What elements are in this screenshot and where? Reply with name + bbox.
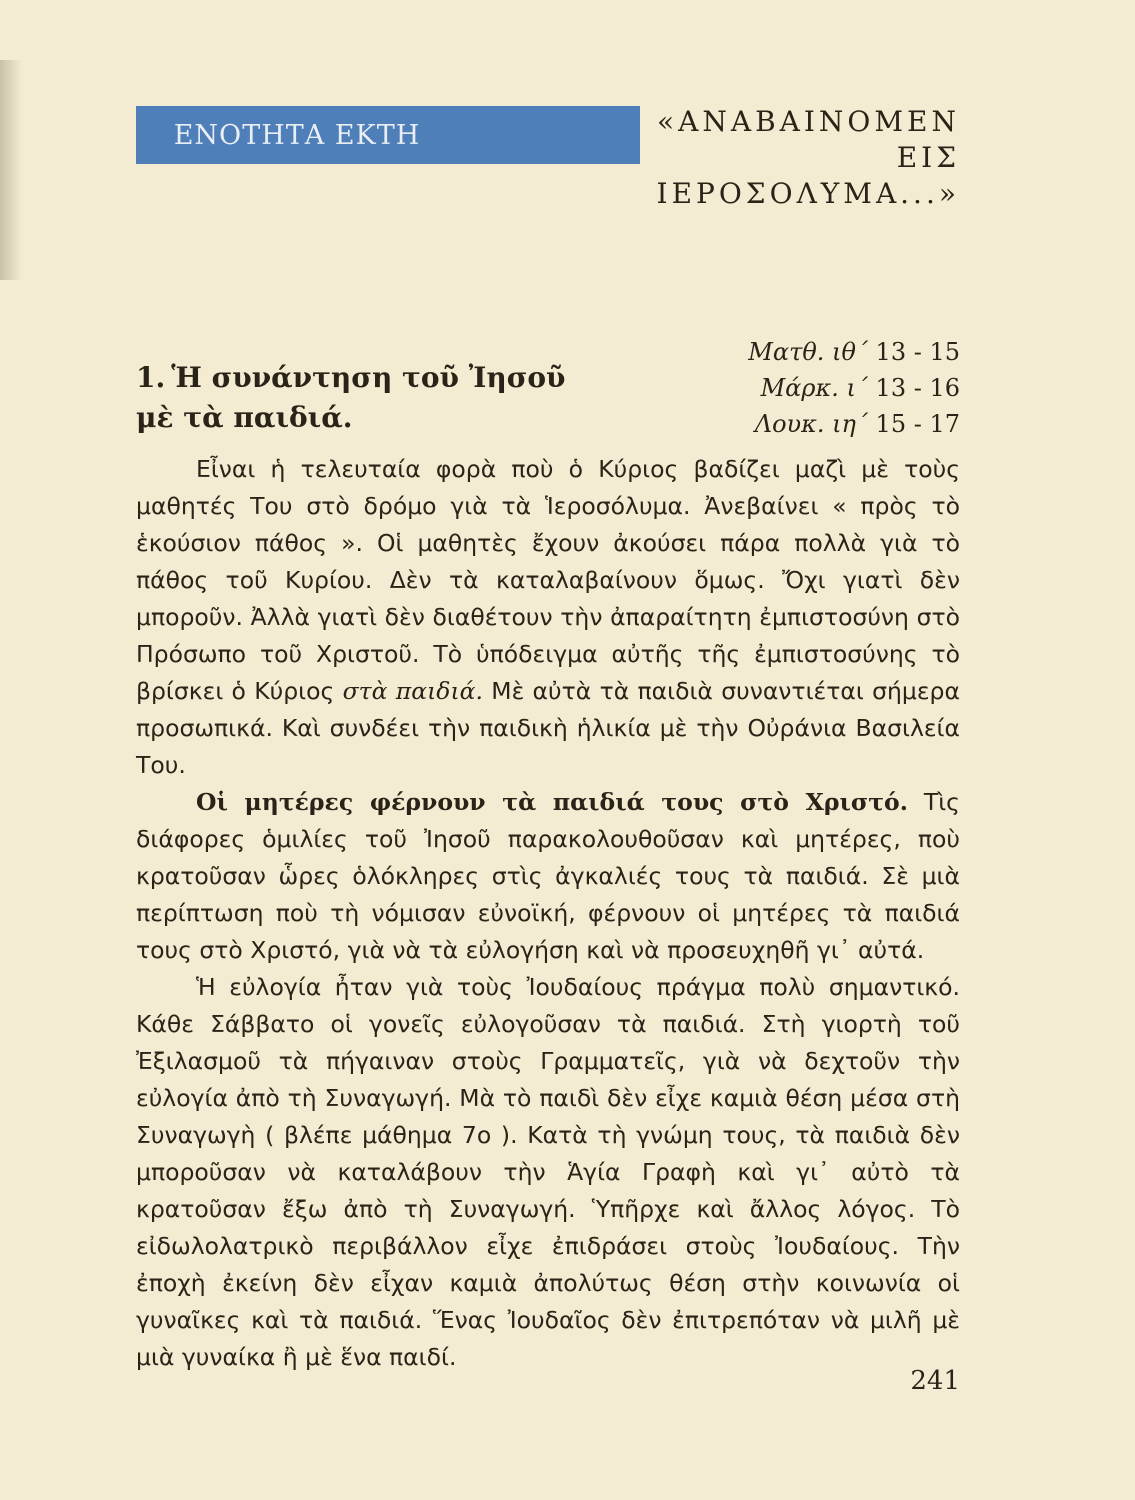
bold-lead-text: Οἱ μητέρες φέρνουν τὰ παιδιά τους στὸ Χριστό. bbox=[196, 788, 908, 816]
lesson-title-line: Ἡ συνάντηση τοῦ Ἰησοῦ bbox=[171, 361, 566, 394]
paragraph-text: Εἶναι ἡ τελευταία φορὰ ποὺ ὁ Κύριος βαδίζει μαζὶ μὲ τοὺς μαθητές Του στὸ δρόμο γιὰ τὰ Ἱεροσόλυμα. Ἀνεβαίνει « πρὸς τὸ ἑκούσιον πάθος ». Οἱ μαθητὲς ἔχουν ἀκούσει πάρα πολλὰ γιὰ τὸ πάθος τοῦ Κυρίου. Δὲν τὰ καταλαβαίνουν ὅμως. Ὄχι γιατὶ δὲν μποροῦν. Ἀλλὰ γιατὶ δὲν διαθέτουν τὴν ἀπαραίτητη ἐμπιστοσύνη στὸ Πρόσωπο τοῦ Χριστοῦ. Τὸ ὑπόδειγμα αὐτῆς τῆς ἐμπιστοσύνης τὸ βρίσκει ὁ Κύριος bbox=[136, 455, 960, 705]
reference-matthew bbox=[640, 334, 960, 370]
unit-title-line: «ΑΝΑΒΑΙΝΟΜΕΝ bbox=[657, 105, 960, 138]
page-number: 241 bbox=[910, 1366, 960, 1396]
lesson-number: 1. bbox=[136, 361, 166, 394]
reference-book: Λουκ. ιη΄ bbox=[754, 410, 868, 438]
reference-verses: 13 - 15 bbox=[875, 338, 960, 366]
unit-title-line: ΕΙΣ bbox=[896, 141, 960, 174]
paragraph bbox=[136, 969, 960, 1376]
reference-mark bbox=[640, 370, 960, 406]
reference-book: Ματθ. ιθ΄ bbox=[748, 338, 868, 366]
reference-luke bbox=[640, 406, 960, 442]
unit-label: ΕΝΟΤΗΤΑ ΕΚΤΗ bbox=[173, 119, 421, 151]
paragraph bbox=[136, 784, 960, 969]
lesson-body bbox=[136, 451, 960, 1376]
lesson-title-line: μὲ τὰ παιδιά. bbox=[136, 401, 353, 434]
lesson-title bbox=[136, 358, 596, 438]
emphasis-text: στὰ παιδιά. bbox=[342, 677, 483, 705]
paragraph bbox=[136, 451, 960, 784]
reference-verses: 15 - 17 bbox=[875, 410, 960, 438]
page-edge-shadow bbox=[0, 60, 22, 280]
reference-verses: 13 - 16 bbox=[875, 374, 960, 402]
unit-title-line: ΙΕΡΟΣΟΛΥΜΑ...» bbox=[656, 177, 960, 210]
reference-book: Μάρκ. ι΄ bbox=[760, 374, 868, 402]
paragraph-text: Μὲ αὐτὰ τὰ παιδιὰ συναντιέται σήμερα προσωπικά. Καὶ συνδέει τὴν παιδικὴ ἡλικία μὲ τὴν Οὐράνια Βασιλεία Του. bbox=[136, 677, 960, 779]
paragraph-text: Ἡ εὐλογία ἦταν γιὰ τοὺς Ἰουδαίους πράγμα πολὺ σημαντικό. Κάθε Σάββατο οἱ γονεῖς εὐλογοῦσαν τὰ παιδιά. Στὴ γιορτὴ τοῦ Ἐξιλασμοῦ τὰ πήγαιναν στοὺς Γραμματεῖς, γιὰ νὰ δεχτοῦν τὴν εὐλογία ἀπὸ τὴ Συναγωγή. Μὰ τὸ παιδὶ δὲν εἶχε καμιὰ θέση μέσα στὴ Συναγωγὴ ( βλέπε μάθημα 7ο ). Κατὰ τὴ γνώμη τους, τὰ παιδιὰ δὲν μποροῦσαν νὰ καταλάβουν τὴν Ἁγία Γραφὴ καὶ γι᾽ αὐτὸ τὰ κρατοῦσαν ἔξω ἀπὸ τὴ Συναγωγή. Ὑπῆρχε καὶ ἄλλος λόγος. Τὸ εἰδωλολατρικὸ περιβάλλον εἶχε ἐπιδράσει στοὺς Ἰουδαίους. Τὴν ἐποχὴ ἐκείνη δὲν εἶχαν καμιὰ ἀπολύτως θέση στὴν κοινωνία οἱ γυναῖκες καὶ τὰ παιδιά. Ἕνας Ἰουδαῖος δὲν ἐπιτρεπόταν νὰ μιλῆ μὲ μιὰ γυναίκα ἢ μὲ ἕνα παιδί. bbox=[136, 973, 960, 1371]
unit-title bbox=[620, 104, 960, 212]
paragraph-text: Τὶς διάφορες ὁμιλίες τοῦ Ἰησοῦ παρακολουθοῦσαν καὶ μητέρες, ποὺ κρατοῦσαν ὧρες ὁλόκληρες στὶς ἀγκαλιές τους τὰ παιδιά. Σὲ μιὰ περίπτωση ποὺ τὴ νόμισαν εὐνοϊκή, φέρνουν οἱ μητέρες τὰ παιδιά τους στὸ Χριστό, γιὰ νὰ τὰ εὐλογήση καὶ νὰ προσευχηθῆ γι᾽ αὐτά. bbox=[136, 788, 960, 964]
scripture-references bbox=[640, 334, 960, 442]
unit-banner bbox=[136, 106, 640, 164]
